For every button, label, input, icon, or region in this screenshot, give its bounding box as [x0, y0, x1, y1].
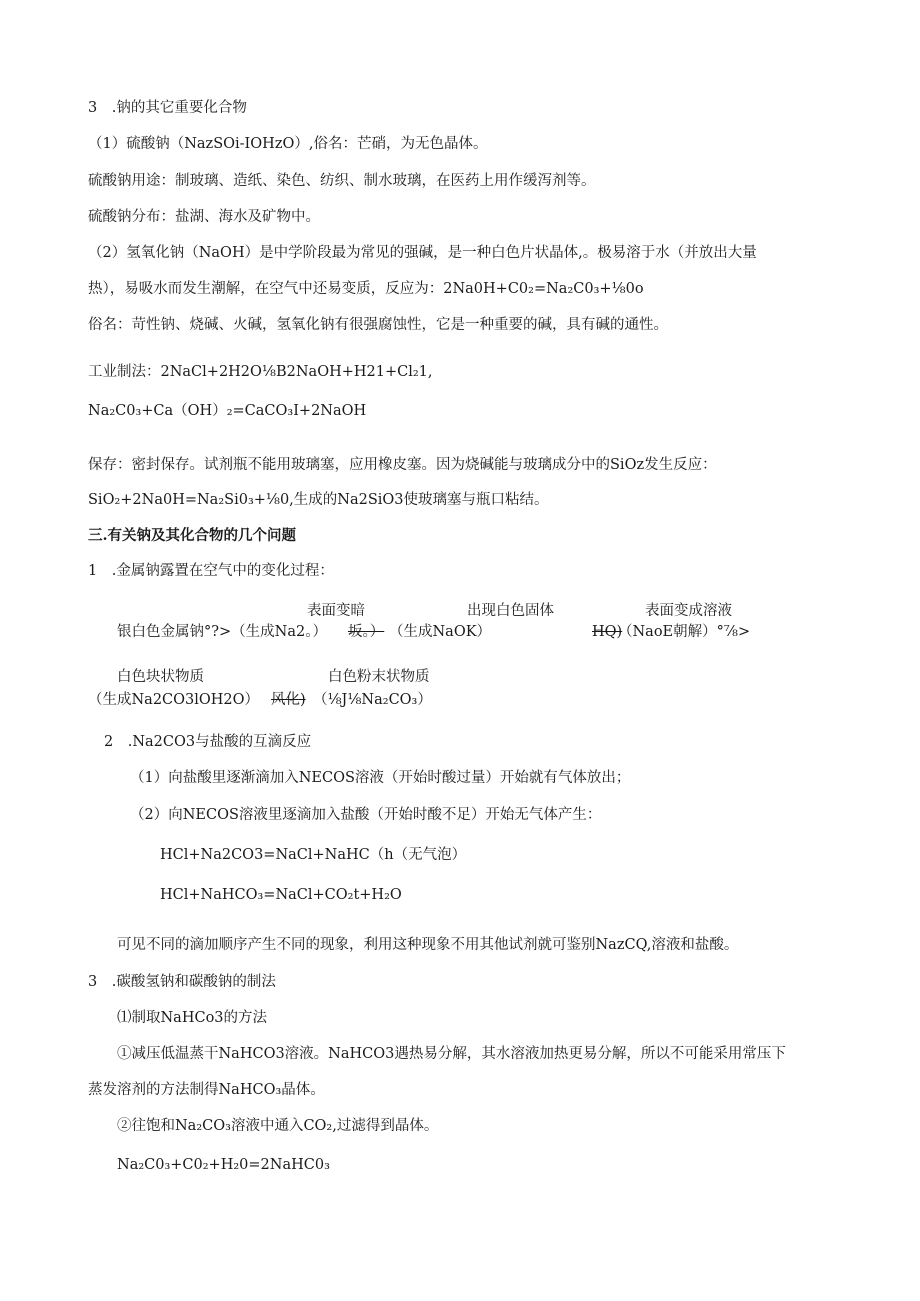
process-label-solution: 表面变成溶液: [645, 603, 732, 619]
method-1: ①减压低温蒸干NaHCO3溶液。NaHCO3遇热易分解，其水溶液加热更易分解，所以不可能采用常压下: [117, 1046, 786, 1062]
equation-causticization: Na₂C0₃+Ca（OH）₂=CaCO₃I+2NaOH: [88, 403, 367, 419]
equation-hcl-na2co3: HCl+Na2CO3=NaCl+NaHC（h（无气泡）: [160, 847, 467, 863]
process-label-white-block: 白色块状物质: [117, 669, 204, 685]
equation-hcl-nahco3: HCl+NaHCO₃=NaCl+CO₂t+H₂O: [160, 887, 402, 903]
process-arrow-1: 坂。）: [348, 624, 385, 640]
step-2-carbonate-first: （2）向NECOS溶液里逐滴加入盐酸（开始时酸不足）开始无气体产生：: [130, 807, 602, 823]
process-step-deliquesce: （NaoE朝解）°⅞>: [618, 624, 751, 640]
process-arrow-2: HQ): [592, 624, 623, 640]
subsection-heading-2: 2 .Na2CO3与盐酸的互滴反应: [104, 734, 312, 750]
step-1-acid-first: （1）向盐酸里逐渐滴加入NECOS溶液（开始时酸过量）开始就有气体放出；: [130, 770, 631, 786]
process-arrow-3: 风化): [271, 692, 306, 708]
equation-silica: SiO₂+2Na0H=Na₂Si0₃+⅛0,生成的Na2SiO3使玻璃塞与瓶口粘结。: [88, 492, 549, 508]
paragraph-sodium-sulfate: （1）硫酸钠（NazSOi-IOHzO）,俗名：芒硝，为无色晶体。: [88, 136, 488, 152]
section-heading-problems: 三.有关钠及其化合物的几个问题: [88, 527, 297, 544]
equation-bicarbonate: Na₂C0₃+C0₂+H₂0=2NaHC0₃: [117, 1157, 330, 1173]
paragraph-conclusion: 可见不同的滴加顺序产生不同的现象，利用这种现象不用其他试剂就可鉴别NazCQ,溶液和盐酸。: [117, 937, 739, 953]
method-heading: ⑴制取NaHCo3的方法: [117, 1010, 268, 1026]
process-step-carbonate: （⅛J⅛Na₂CO₃）: [313, 692, 432, 708]
method-1-cont: 蒸发溶剂的方法制得NaHCO₃晶体。: [88, 1082, 325, 1098]
subsection-heading-3: 3 .碳酸氢钠和碳酸钠的制法: [88, 974, 276, 990]
paragraph-storage: 保存：密封保存。试剂瓶不能用玻璃塞，应用橡皮塞。因为烧碱能与玻璃成分中的SiOz发生反应：: [88, 457, 717, 473]
process-step-naoh: （生成NaOK）: [389, 624, 492, 640]
paragraph-sodium-hydroxide-cont: 热），易吸水而发生潮解，在空气中还易变质，反应为：2Na0H+C0₂=Na₂C0₃+⅛0o: [88, 281, 644, 297]
process-step-sodium: 银白色金属钠°?>（生成Na2。）: [117, 624, 327, 640]
process-step-decahydrate: （生成Na2CO3lOH2O）: [88, 692, 260, 708]
paragraph-sodium-sulfate-uses: 硫酸钠用途：制玻璃、造纸、染色、纺织、制水玻璃，在医药上用作缓泻剂等。: [88, 173, 596, 189]
section-heading-3: 3 .钠的其它重要化合物: [88, 100, 247, 116]
paragraph-naoh-names: 俗名：苛性钠、烧碱、火碱，氢氧化钠有很强腐蚀性，它是一种重要的碱，具有碱的通性。: [88, 317, 668, 333]
process-label-white-powder: 白色粉末状物质: [328, 669, 430, 685]
paragraph-sodium-sulfate-distribution: 硫酸钠分布：盐湖、海水及矿物中。: [88, 209, 320, 225]
subsection-heading-1: 1 .金属钠露置在空气中的变化过程：: [88, 563, 334, 579]
process-label-white-solid: 出现白色固体: [467, 603, 554, 619]
process-label-darken: 表面变暗: [307, 603, 365, 619]
equation-industrial: 工业制法：2NaCl+2H2O⅛B2NaOH+H21+Cl₂1,: [88, 364, 433, 380]
paragraph-sodium-hydroxide: （2）氢氧化钠（NaOH）是中学阶段最为常见的强碱，是一种白色片状晶体,。极易溶于水（并放出大量: [88, 245, 757, 261]
method-2: ②往饱和Na₂CO₃溶液中通入CO₂,过滤得到晶体。: [117, 1118, 439, 1134]
